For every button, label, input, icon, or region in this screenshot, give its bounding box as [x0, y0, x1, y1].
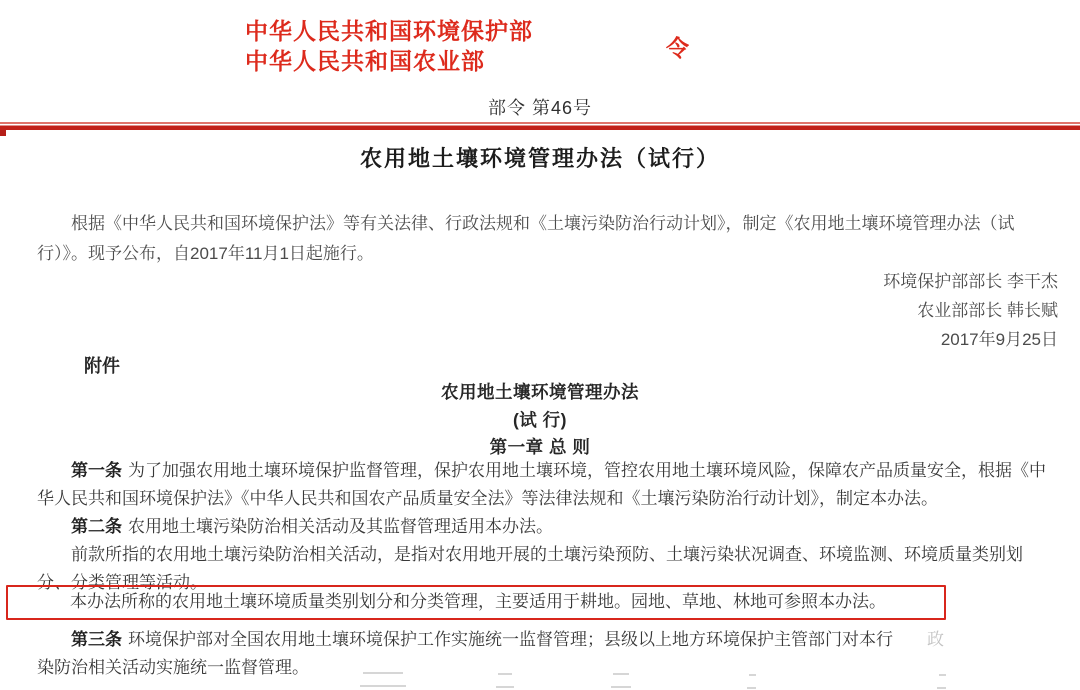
cutoff-text-fragment [939, 674, 946, 676]
attachment-title: 农用地土壤环境管理办法 [441, 382, 639, 402]
article-3-text: 环境保护部对全国农用地土壤环境保护工作实施统一监督管理；县级以上地方环境保护主管部门对本行 [128, 630, 893, 649]
cutoff-text-fragment [613, 673, 629, 675]
highlighted-sentence-box: 本办法所称的农用地土壤环境质量类别划分和分类管理，主要适用于耕地。园地、草地、林地可参照本办法。 [6, 585, 946, 620]
signature-date: 2017年9月25日 [940, 330, 1058, 349]
issuing-authorities [245, 16, 533, 76]
article-1-paragraph [37, 457, 1050, 513]
cutoff-text-fragment [496, 686, 514, 688]
signature-minister-ag: 农业部部长 韩长赋 [917, 301, 1058, 320]
article-3-line-1 [37, 626, 1080, 654]
red-divider-rule [0, 122, 1080, 130]
cutoff-text-fragment [363, 672, 403, 674]
chapter-heading: 第一章 总 则 [489, 437, 591, 457]
article-3-line-2: 染防治相关活动实施统一监督管理。 [37, 658, 309, 677]
cutoff-text-fragment [360, 685, 406, 687]
cutoff-text-fragment [498, 673, 512, 675]
cutoff-text-fragment [747, 687, 756, 689]
article-1-text: 为了加强农用地土壤环境保护监督管理，保护农用地土壤环境，管控农用地土壤环境风险，保障农产品质量安全，根据《中华人民共和国环境保护法》《中华人民共和国农产品质量安全法》等法律法规和《土壤污染防治行动计划》，制定本办法。 [37, 461, 1046, 508]
decree-character: 令 [666, 35, 689, 61]
order-number: 部令 第46号 [487, 98, 593, 118]
cutoff-text-fragment [937, 687, 946, 689]
article-2-paragraph-2: 前款所指的农用地土壤污染防治相关活动，是指对农用地开展的土壤污染预防、土壤污染状况调查、环境监测、环境质量类别划分、分类管理等活动。 [37, 545, 1023, 592]
article-2-number: 第二条 [71, 517, 122, 536]
article-2-text: 农用地土壤污染防治相关活动及其监督管理适用本办法。 [128, 517, 553, 536]
attachment-subtitle: (试 行) [512, 410, 568, 430]
attachment-label: 附件 [84, 356, 120, 376]
signature-minister-ep: 环境保护部部长 李干杰 [883, 272, 1058, 291]
cutoff-text-fragment [611, 686, 631, 688]
cutoff-text-fragment [749, 674, 756, 676]
article-1-number: 第一条 [71, 461, 122, 480]
article-2-paragraph [37, 513, 1050, 541]
article-3-clipped-char: 政 [927, 630, 944, 649]
red-divider-tick [0, 130, 6, 136]
preamble-paragraph: 根据《中华人民共和国环境保护法》等有关法律、行政法规和《土壤污染防治行动计划》，制定《农用地土壤环境管理办法（试行）》。现予公布，自2017年11月1日起施行。 [37, 214, 1015, 263]
authority-line-2: 中华人民共和国农业部 [245, 48, 485, 74]
authority-line-1: 中华人民共和国环境保护部 [245, 18, 533, 44]
article-3-number: 第三条 [71, 630, 122, 649]
signature-block [883, 267, 1058, 354]
decree-title: 农用地土壤环境管理办法（试行） [359, 146, 720, 171]
